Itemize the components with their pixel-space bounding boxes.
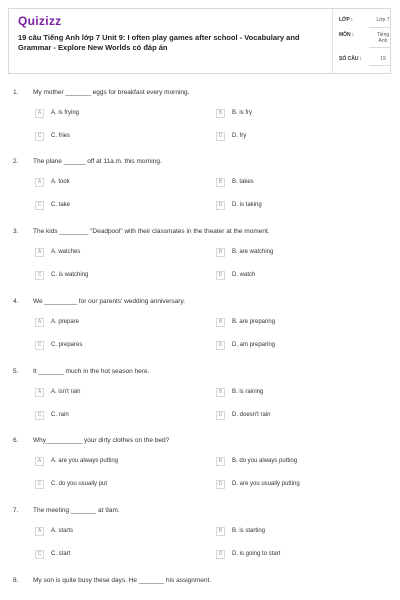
option-letter-box: D [216,132,225,141]
question-number: 6. [13,437,19,444]
question-text: The meeting _______ at 9am. [33,507,120,514]
option-text: B. are preparing [232,319,276,325]
option-letter-box: C [35,132,44,141]
option-text: B. is starting [232,528,266,534]
option-letter-box: C [35,550,44,559]
option-text: A. starts [51,528,74,534]
question-text: The plane ______ off at 11a.m. this morning. [33,158,162,165]
option-letter-box: B [216,248,225,257]
option-text: A. are you always putting [51,458,119,464]
option-text: D. watch [232,272,256,278]
option-letter-box: B [216,457,225,466]
option-letter-box: C [35,411,44,420]
question-number: 3. [13,228,19,235]
option-letter-box: D [216,480,225,489]
option-letter-box: D [216,271,225,280]
option-letter-box: A [35,178,44,187]
option-text: D. is going to start [232,551,281,557]
subject-value: Tiếng Anh [376,32,390,44]
grade-line [369,27,390,28]
option-letter-box: D [216,550,225,559]
subject-line [369,47,390,48]
option-letter-box: B [216,527,225,536]
option-text: D. fry [232,133,247,139]
grade-value: Lớp 7 [376,17,390,23]
count-value: 19 [380,56,386,62]
question-text: We _________ for our parents' wedding anniversary. [33,298,186,305]
option-text: D. are you usually putting [232,481,300,487]
question-number: 2. [13,158,19,165]
option-letter-box: A [35,457,44,466]
meta-divider [332,9,333,73]
option-letter-box: D [216,341,225,350]
option-text: C. fries [51,133,71,139]
subject-label: MÔN : [339,32,354,38]
option-letter-box: A [35,527,44,536]
option-letter-box: D [216,201,225,210]
option-text: B. takes [232,179,254,185]
option-text: A. prepare [51,319,80,325]
option-text: B. do you always putting [232,458,298,464]
option-text: C. start [51,551,71,557]
option-text: C. rain [51,412,69,418]
question-number: 5. [13,368,19,375]
brand-logo: Quizizz [18,14,62,28]
question-number: 8. [13,577,19,584]
question-text: It _______ much in the hot season here. [33,368,150,375]
question-text: My son is quite busy these days. He _______ his assignment. [33,577,212,584]
option-letter-box: A [35,109,44,118]
option-text: A. watches [51,249,81,255]
option-letter-box: B [216,109,225,118]
option-text: D. am preparing [232,342,276,348]
option-text: C. do you usually put [51,481,108,487]
option-letter-box: B [216,388,225,397]
option-letter-box: C [35,271,44,280]
worksheet-title: 19 câu Tiếng Anh lớp 7 Unit 9: I often play games after school - Vocabulary and Grammar - Explore New Worlds có đáp án [18,33,300,52]
option-text: C. prepares [51,342,83,348]
question-text: The kids ________ "Deadpool" with their classmates in the theater at the moment. [33,228,270,235]
option-text: A. isn't rain [51,389,81,395]
option-text: B. is raining [232,389,264,395]
option-text: C. is watching [51,272,89,278]
count-line [369,65,390,66]
worksheet-header [8,8,391,74]
question-text: My mother _______ eggs for breakfast every morning. [33,89,190,96]
option-letter-box: C [35,480,44,489]
option-letter-box: A [35,388,44,397]
question-number: 7. [13,507,19,514]
option-letter-box: B [216,318,225,327]
option-text: A. took [51,179,70,185]
option-text: A. is frying [51,110,80,116]
count-label: SỐ CÂU : [339,56,362,62]
option-text: B. is fry [232,110,253,116]
grade-label: LỚP : [339,17,353,23]
option-letter-box: A [35,248,44,257]
option-letter-box: C [35,201,44,210]
option-text: C. take [51,202,71,208]
option-text: D. doesn't rain [232,412,271,418]
option-letter-box: A [35,318,44,327]
option-text: B. are watching [232,249,274,255]
question-number: 1. [13,89,19,96]
option-letter-box: B [216,178,225,187]
option-letter-box: C [35,341,44,350]
option-text: D. is taking [232,202,262,208]
option-letter-box: D [216,411,225,420]
question-number: 4. [13,298,19,305]
question-text: Why__________ your dirty clothes on the bed? [33,437,170,444]
